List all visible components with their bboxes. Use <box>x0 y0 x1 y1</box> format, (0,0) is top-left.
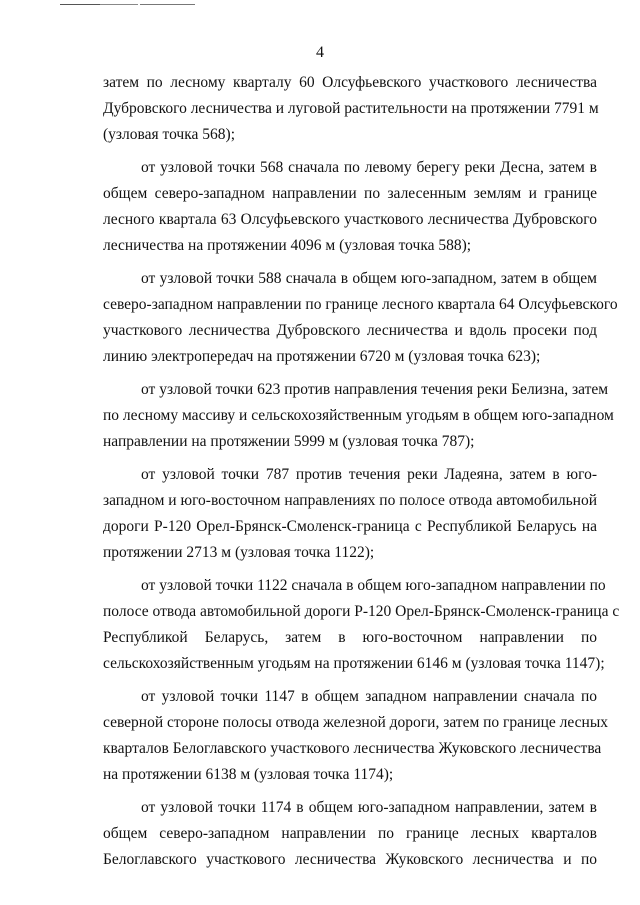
page-number: 4 <box>316 44 324 61</box>
text-line: от узловой точки 568 сначала по левому берегу реки Десна, затем в <box>141 159 597 176</box>
text-line: западном и юго-восточном направлениях по полосе отвода автомобильной <box>103 492 597 509</box>
text-line: сельскохозяйственным угодьям на протяжении 6146 м (узловая точка 1147); <box>103 655 605 672</box>
paragraph-3 <box>103 266 618 370</box>
text-line: Белоглавского участкового лесничества Жуковского лесничества и по <box>103 851 597 868</box>
text-line: Республикой Беларусь, затем в юго-восточном направлении по <box>103 629 597 646</box>
text-line: участкового лесничества Дубровского лесничества и вдоль просеки под <box>103 322 597 339</box>
text-line: от узловой точки 588 сначала в общем юго-западном, затем в общем <box>141 270 597 287</box>
header-rule <box>100 4 138 5</box>
paragraph-4 <box>103 377 614 455</box>
text-line: от узловой точки 787 против течения реки Ладеяна, затем в юго- <box>141 466 597 483</box>
text-line: на протяжении 6138 м (узловая точка 1174); <box>103 766 394 783</box>
text-line: лесного квартала 63 Олсуфьевского участкового лесничества Дубровского <box>103 211 597 228</box>
paragraph-8 <box>103 795 597 873</box>
document-body <box>103 70 620 880</box>
text-line: лесничества на протяжении 4096 м (узловая точка 588); <box>103 237 472 254</box>
text-line: северной стороне полосы отвода железной дороги, затем по границе лесных <box>103 714 609 731</box>
text-line: протяжении 2713 м (узловая точка 1122); <box>103 544 375 561</box>
paragraph-1 <box>103 70 597 148</box>
text-line: от узловой точки 1147 в общем западном направлении сначала по <box>141 688 597 705</box>
text-line: кварталов Белоглавского участкового лесничества Жуковского лесничества <box>103 740 602 757</box>
text-line: от узловой точки 1174 в общем юго-западном направлении, затем в <box>141 799 597 816</box>
text-line: полосе отвода автомобильной дороги Р-120 Орел-Брянск-Смоленск-граница с <box>103 603 620 620</box>
paragraph-5 <box>103 462 597 566</box>
text-line: линию электропередач на протяжении 6720 м (узловая точка 623); <box>103 348 541 365</box>
text-line: (узловая точка 568); <box>103 126 235 143</box>
text-line: по лесному массиву и сельскохозяйственным угодьям в общем юго-западном <box>103 407 614 424</box>
header-rule <box>140 4 195 5</box>
text-line: Дубровского лесничества и луговой растительности на протяжении 7791 м <box>103 100 599 117</box>
paragraph-6 <box>103 573 620 677</box>
paragraph-2 <box>103 155 597 259</box>
text-line: от узловой точки 623 против направления течения реки Белизна, затем <box>141 381 609 398</box>
header-rule <box>60 4 100 5</box>
text-line: от узловой точки 1122 сначала в общем юго-западном направлении по <box>141 577 606 594</box>
text-line: направлении на протяжении 5999 м (узловая точка 787); <box>103 433 475 450</box>
text-line: дороги Р-120 Орел-Брянск-Смоленск-граница с Республикой Беларусь на <box>103 518 597 535</box>
text-line: затем по лесному кварталу 60 Олсуфьевского участкового лесничества <box>103 74 597 91</box>
text-line: общем северо-западном направлении по границе лесных кварталов <box>103 825 597 842</box>
text-line: общем северо-западном направлении по залесенным землям и границе <box>103 185 597 202</box>
text-line: северо-западном направлении по границе лесного квартала 64 Олсуфьевского <box>103 296 618 313</box>
paragraph-7 <box>103 684 609 788</box>
